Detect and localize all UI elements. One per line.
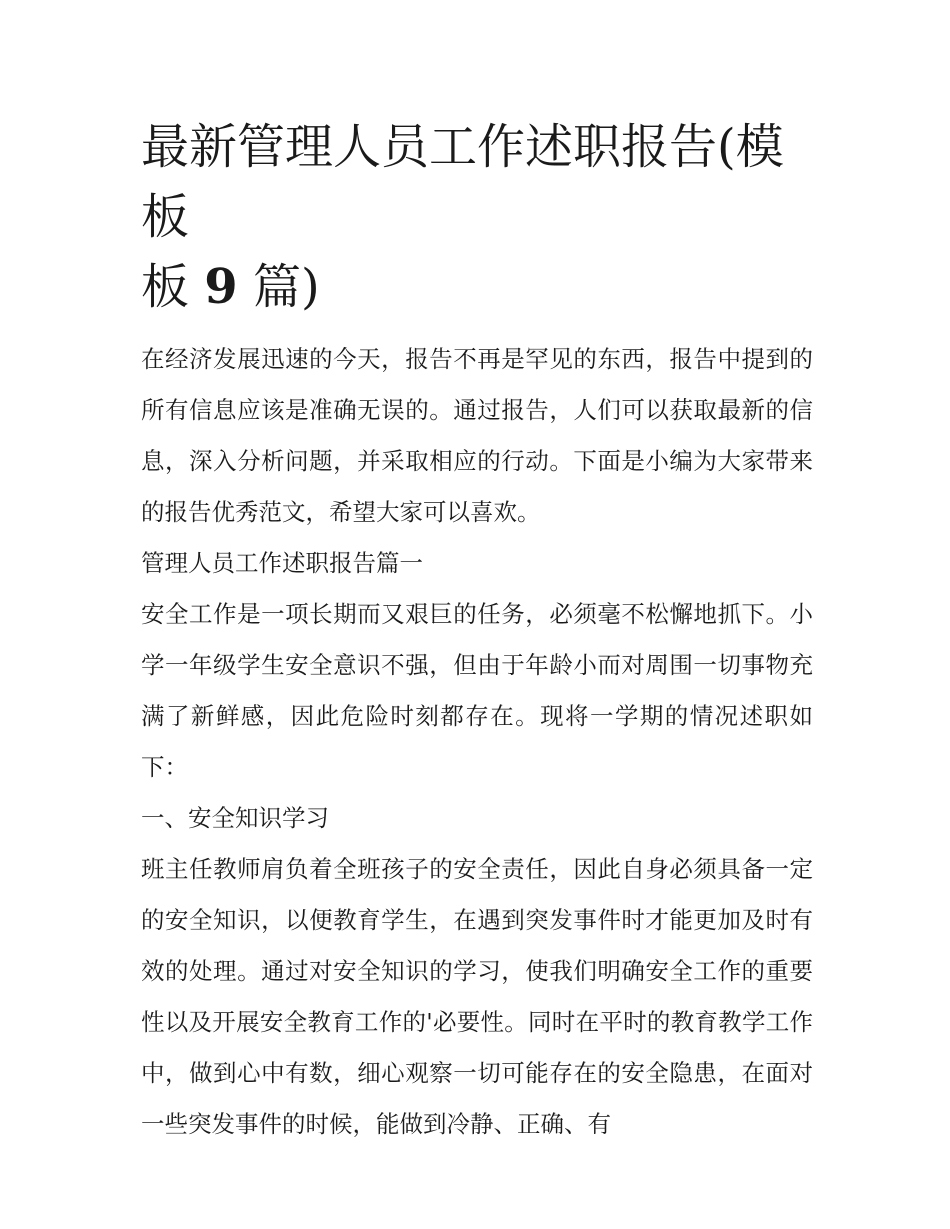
title-text-part1: 最新管理人员工作述职报告(模板: [141, 119, 784, 245]
subheading-1: 一、安全知识学习: [141, 804, 329, 832]
intro-paragraph: 在经济发展迅速的今天，报告不再是罕见的东西，报告中提到的所有信息应该是准确无误的。通过报告，人们可以获取最新的信息，深入分析问题，并采取相应的行动。下面是小编为大家带来的报告优秀范文，希望大家可以喜欢。: [141, 345, 813, 526]
title-text-lead: 板: [141, 259, 205, 315]
document-title: [141, 112, 813, 322]
document-page: [141, 112, 813, 1150]
paragraph-1: 安全工作是一项长期而又艰巨的任务，必须毫不松懈地抓下。小学一年级学生安全意识不强，但由于年龄小而对周围一切事物充满了新鲜感，因此危险时刻都存在。现将一学期的情况述职如下：: [141, 600, 813, 781]
title-number: 9: [204, 259, 238, 315]
paragraph-2: 班主任教师肩负着全班孩子的安全责任，因此自身必须具备一定的安全知识，以便教育学生，在遇到突发事件时才能更加及时有效的处理。通过对安全知识的学习，使我们明确安全工作的重要性以及开展安全教育工作的'必要性。同时在平时的教育教学工作中，做到心中有数，细心观察一切可能存在的安全隐患，在面对一些突发事件的时候，能做到冷静、正确、有: [141, 855, 813, 1138]
title-text-part2: 篇): [252, 259, 320, 315]
section-heading: 管理人员工作述职报告篇一: [141, 549, 423, 577]
